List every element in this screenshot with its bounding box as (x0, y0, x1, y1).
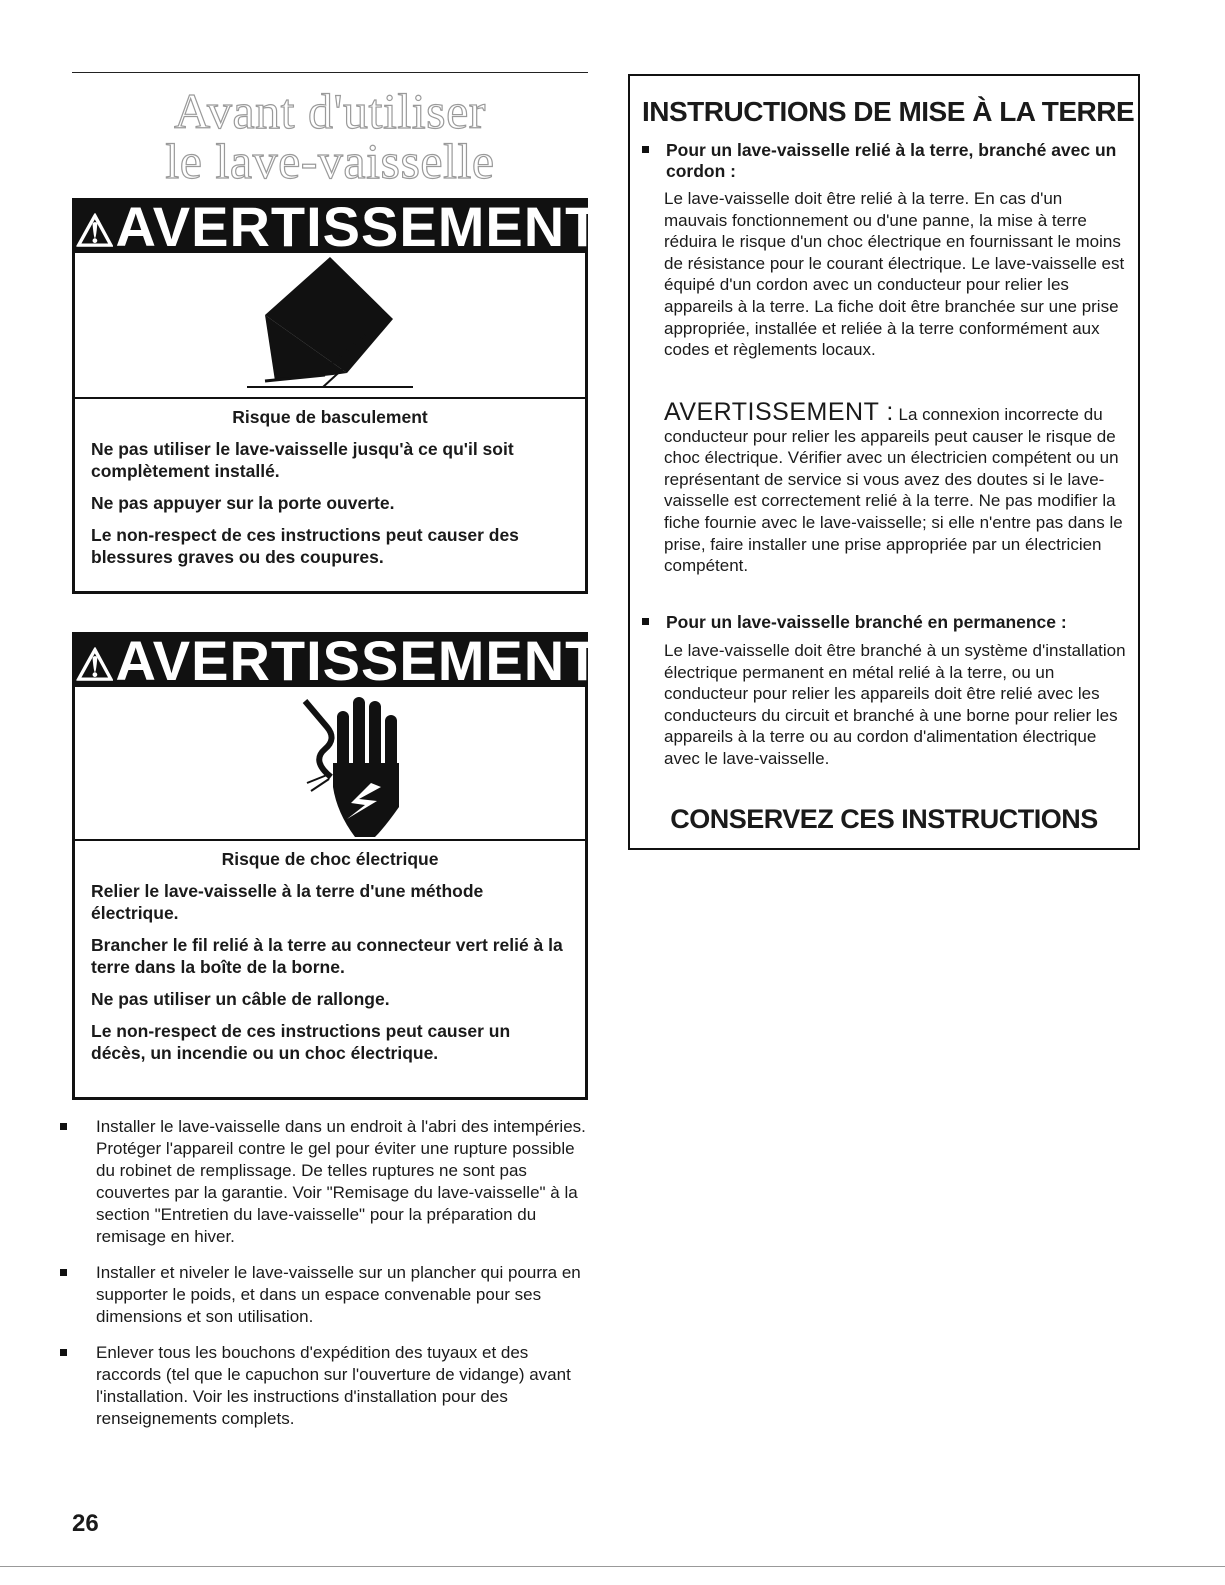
tipping-illustration (75, 253, 585, 399)
warning-line: Ne pas appuyer sur la porte ouverte. (91, 493, 395, 513)
warning-header (75, 629, 601, 692)
list-item (58, 1262, 588, 1328)
grounding-warning-label: AVERTISSEMENT : (664, 398, 894, 426)
page-number: 26 (72, 1510, 99, 1537)
bullet-icon (642, 618, 649, 625)
bullet-icon (60, 1349, 67, 1356)
warning-triangle-icon: ⚠ (75, 207, 116, 256)
warning-box-tipping (72, 195, 601, 594)
list-item (58, 1342, 588, 1430)
grounding-warning (664, 398, 1130, 577)
list-item (58, 1116, 588, 1248)
bullet-icon (642, 146, 649, 153)
subheading-text: Pour un lave-vaisselle branché en permanence : (666, 612, 1067, 632)
page-title-line2: le lave-vaisselle (165, 133, 495, 189)
warning-header-label: AVERTISSEMENT (115, 195, 601, 258)
warning-body (75, 849, 585, 1064)
warning-line: Ne pas utiliser un câble de rallonge. (91, 989, 390, 1009)
bullet-icon (60, 1269, 67, 1276)
warning-line: Brancher le fil relié à la terre au connecteur vert relié à la terre dans la boîte de la borne. (91, 935, 563, 977)
subheading-text: Pour un lave-vaisselle relié à la terre, branché avec un cordon : (666, 140, 1117, 181)
list-item-text: Installer le lave-vaisselle dans un endroit à l'abri des intempéries. Protéger l'appareil contre le gel pour éviter une rupture possible du robinet de remplissage. De telles ruptures ne sont pas couvertes par la garantie. Voir "Remisage du lave-vaisselle" à la section "Entretien du lave-vaisselle" pour la préparation du remisage en hiver. (96, 1117, 586, 1246)
warning-line: Relier le lave-vaisselle à la terre d'une méthode électrique. (91, 881, 484, 923)
bullet-icon (60, 1123, 67, 1130)
warning-line: Le non-respect de ces instructions peut causer un décès, un incendie ou un choc électrique. (91, 1021, 511, 1063)
electric-shock-hand-icon (75, 687, 585, 839)
warning-triangle-icon: ⚠ (75, 641, 116, 690)
risk-label: Risque de choc électrique (221, 849, 439, 869)
warning-body (75, 407, 585, 568)
tipping-dishwasher-icon (75, 253, 585, 397)
list-item-text: Enlever tous les bouchons d'expédition des tuyaux et des raccords (tel que le capuchon sur l'ouverture de vidange) avant l'installation. Voir les instructions d'installation pour des renseignements complets. (96, 1343, 571, 1428)
list-item-text: Installer et niveler le lave-vaisselle sur un plancher qui pourra en supporter le poids, et dans un espace convenable pour ses dimensions et son utilisation. (96, 1263, 581, 1326)
grounding-subheading-cord (642, 140, 1136, 182)
grounding-instructions-box (628, 74, 1140, 850)
risk-label: Risque de basculement (232, 407, 428, 427)
grounding-subheading-permanent (642, 612, 1146, 633)
grounding-title: INSTRUCTIONS DE MISE À LA TERRE (642, 96, 1135, 127)
grounding-footer: CONSERVEZ CES INSTRUCTIONS (670, 804, 1098, 834)
page-title-line1: Avant d'utiliser (174, 83, 486, 139)
warning-line: Le non-respect de ces instructions peut causer des blessures graves ou des coupures. (91, 525, 519, 567)
page-title (72, 83, 588, 189)
grounding-warning-text: La connexion incorrecte du conducteur pour relier les appareils peut causer le risque de choc électrique. Vérifier avec un électricien compétent ou un représentant de service si vous avez des doutes si le lave-vaisselle est correctement relié à la terre. Ne pas modifier la fiche fournie avec le lave-vaisselle; si elle n'entre pas dans le prise, faire installer une prise appropriée par un électricien compétent. (664, 405, 1123, 576)
installation-bullets (58, 1116, 588, 1444)
warning-header (75, 195, 601, 258)
top-rule (72, 72, 588, 73)
warning-line: Ne pas utiliser le lave-vaisselle jusqu'à ce qu'il soit complètement installé. (91, 439, 514, 481)
warning-box-electric (72, 629, 601, 1100)
bottom-rule (0, 1566, 1225, 1567)
grounding-paragraph-permanent: Le lave-vaisselle doit être branché à un système d'installation électrique permanent en métal relié à la terre, ou un conducteur pour relier les appareils doit être relié avec les conducteurs du circuit et branché à une borne pour relier les appareils à la terre ou au cordon d'alimentation électrique avec le lave-vaisselle. (664, 641, 1126, 768)
grounding-paragraph-cord: Le lave-vaisselle doit être relié à la terre. En cas d'un mauvais fonctionnement ou d'une panne, la mise à terre réduira le risque d'un choc électrique en fournissant le moins de résistance pour le courant électrique. Le lave-vaisselle est équipé d'un cordon avec un conducteur pour relier les appareils à la terre. La fiche doit être branchée sur une prise appropriée, installée et reliée à la terre conformément aux codes et règlements locaux. (664, 189, 1125, 360)
warning-header-label: AVERTISSEMENT (115, 629, 601, 692)
shock-illustration (75, 687, 585, 841)
